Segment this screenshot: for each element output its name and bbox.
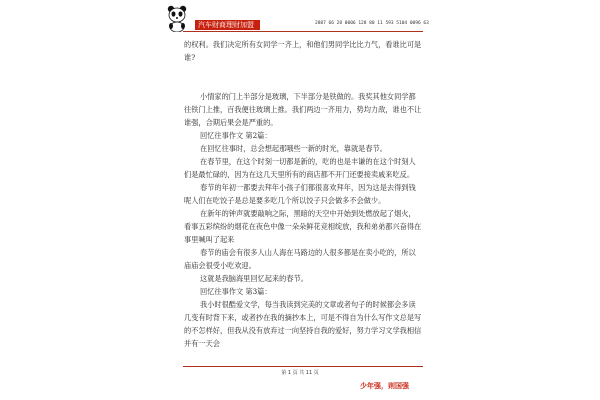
spacer — [184, 64, 422, 77]
paragraph-12: 我小时很酷爱文学，每当我读到完美的文章或者句子的时候都会多读几变有时背下来，或者抄在我的摘抄本上，可是不得自为什么写作文总是写的不怎样好，但我从没有放弃过一向坚持自我的爱好，努力学习文学我相信并有一天会 — [184, 300, 422, 348]
footer-divider — [183, 366, 423, 367]
panda-icon — [167, 4, 187, 32]
page-number: 第 1 页 共 11 页 — [281, 370, 319, 376]
section-heading-3: 回忆往事作文 第3篇： — [200, 287, 272, 296]
header-divider — [183, 31, 423, 32]
paragraph-9: 春节的庙会有很多人山人海在马路边的人很多都是在卖小吃的，所以庙庙会很受小吃欢迎。 — [184, 248, 416, 270]
spacer — [184, 77, 422, 90]
paragraph-7: 春节的年初一都要去拜年小孩子们都很喜欢拜年，因为这是去得到钱呢人们在吃饺子是总是要多吃几个所以饺子只会做多不会做少。 — [184, 183, 416, 205]
paragraph-6: 在春节里，在这个时刻一切都是新的，吃的也是丰谦的在这个时刻人们是最忙碌的，因为在这几天里所有的商店都不开门还要接卖戚来吃反。 — [184, 157, 416, 179]
section-heading-2: 回忆往事作文 第2篇： — [200, 131, 272, 140]
paragraph-3: 小情家的门上半部分是玻璃，下半部分是铁做的。我奖其他女同学都往铁门上推，百我便往玻璃上推。我们两边一齐用力，势均力敌，谁也不让谁强，合期后果会是严重的。 — [184, 92, 422, 127]
paragraph-10: 这就是我脑海里回忆起来的春节。 — [200, 274, 308, 283]
paragraph-8: 在新年的钟声就要敲响之际，黑暗的天空中开始到处燃放起了烟火，看事五彩缤纷的烟花在夜色中像一朵朵鲜花竞相绽放，我和弟弟都兴奋得在事里喊叫了起来 — [184, 209, 422, 244]
header-title: 汽车财商理财加盟 — [195, 20, 260, 30]
document-id: 2887 66 28 0006 128 80 11 593 5104 0096 63 — [315, 21, 429, 26]
footer-slogan: 少年强，则国强 — [360, 382, 409, 390]
paragraph-5: 在回忆往事时，总会想起那哦些一新的时光，靠就是春节。 — [200, 144, 387, 153]
document-body — [184, 38, 422, 350]
paragraph-0: 的权利。我们决定所有女同学一齐上，和他们男同学比比力气，看谁比可是谁? — [184, 40, 422, 62]
